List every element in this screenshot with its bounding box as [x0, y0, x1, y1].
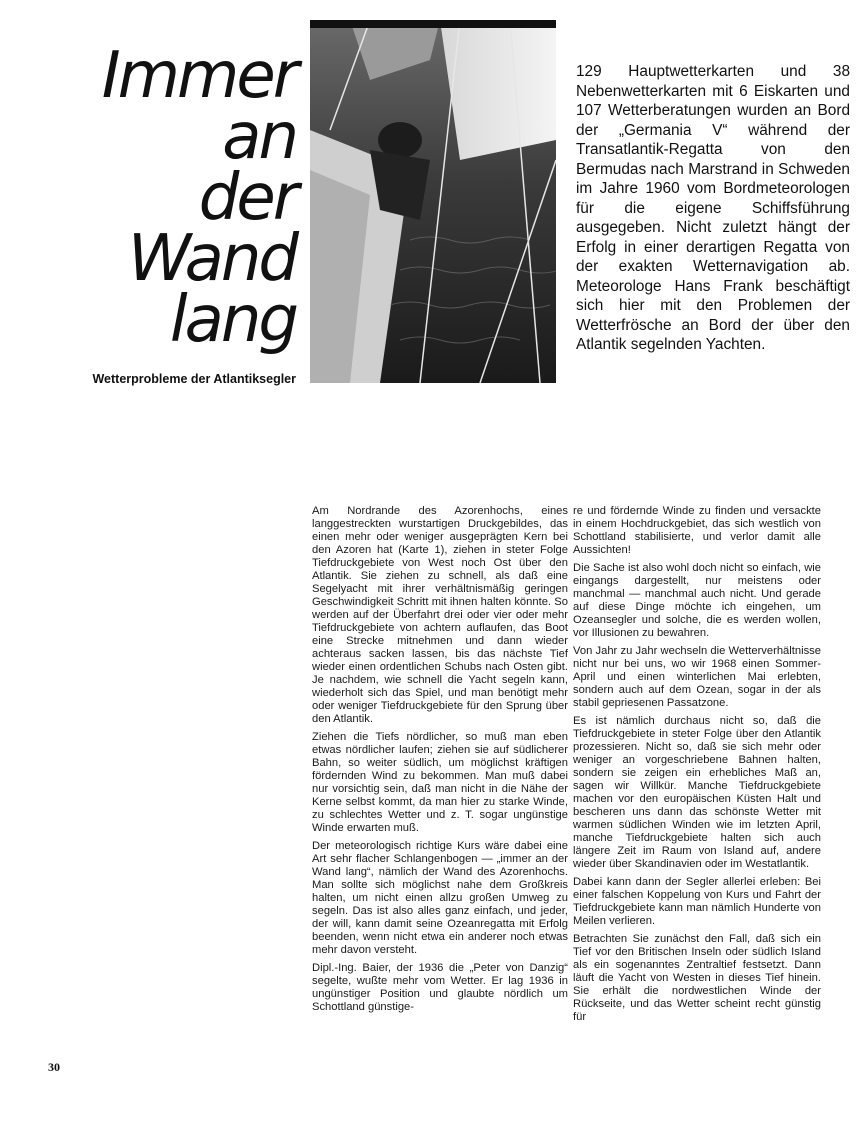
body-paragraph: Der meteorologisch richtige Kurs wäre dabei eine Art sehr flacher Schlangenbogen — „immer an der Wand lang“, nämlich der Wand des Azorenhochs. Man sollte sich möglichst nahe dem Großkreis halten, um nicht einen allzu großen Umweg zu segeln. Das ist also alles ganz einfach, und jeder, der will, kann damit seine Ozeanregatta mit Erfolg beenden, wenn nicht etwa ein anderer noch etwas mehr davon versteht. — [312, 840, 568, 956]
headline-line: lang — [169, 283, 296, 357]
body-paragraph: Es ist nämlich durchaus nicht so, daß die Tiefdruckgebiete in steter Folge über den Atlantik prozessieren. Nicht so, daß sie sich mehr oder weniger an vorgeschriebene Bahnen halten, sondern sie zeigen ein erhebliches Maß an, sagen wir Willkür. Manche Tiefdruckgebiete machen vor den europäischen Küsten Halt und bescheren uns dann das schönste Wetter mit warmen südlichen Winden wie im letzten April, manche Tiefdruckgebiete halten sich auch längere Zeit im Raum von Island auf, andere wieder über Skandinavien oder im Westatlantik. — [573, 715, 821, 870]
body-paragraph: Die Sache ist also wohl doch nicht so einfach, wie eingangs dargestellt, nur meistens oder manchmal — manchmal auch nicht. Und gerade auf diese Dinge möchte ich eingehen, um Ozeansegler und solche, die es werden wollen, vor Illusionen zu bewahren. — [573, 562, 821, 639]
body-paragraph: Dabei kann dann der Segler allerlei erleben: Bei einer falschen Koppelung von Kurs und Fahrt der Tiefdruckgebiete kann man nämlich Hunderte von Meilen verlieren. — [573, 876, 821, 927]
intro-paragraph: 129 Hauptwetterkarten und 38 Nebenwetterkarten mit 6 Eiskarten und 107 Wetterberatungen wurden an Bord der „Germania V“ während der Transatlantik-Regatta von den Bermudas nach Marstrand in Schweden im Jahre 1960 vom Bordmeteorologen für die eigene Schiffsführung ausgegeben. Nicht zuletzt hängt der Erfolg in einer derartigen Regatta von der exakten Wetternavigation ab. Meteorologe Hans Frank beschäftigt sich hier mit den Problemen der Wetterfrösche an Bord der über den Atlantik segelnden Yachten. — [576, 63, 850, 353]
sailing-yacht-photo — [310, 20, 556, 383]
body-paragraph: Dipl.-Ing. Baier, der 1936 die „Peter von Danzig“ segelte, wußte mehr vom Wetter. Er lag 1936 in ungünstiger Position und glaubte nördlich um Schottland günstige- — [312, 962, 568, 1013]
subtitle: Wetterprobleme der Atlantiksegler — [92, 372, 296, 386]
page-number: 30 — [48, 1060, 60, 1074]
headline — [28, 39, 296, 357]
photo-illustration — [310, 20, 556, 383]
body-paragraph: re und fördernde Winde zu finden und versackte in einem Hochdruckgebiet, das sich westlich von Schottland stabilisierte, und verlor damit alle Aussichten! — [573, 505, 821, 556]
headline-line: der — [198, 161, 296, 235]
body-column-right — [573, 505, 821, 1029]
body-paragraph: Betrachten Sie zunächst den Fall, daß sich ein Tief vor den Britischen Inseln oder südlich Island als ein sogenanntes Zentraltief festsetzt. Dann läuft die Yacht von Westen in dieses Tief hinein. Sie erhält die nordwestlichen Winde der Rückseite, und das Wetter scheint recht günstig für — [573, 933, 821, 1023]
headline-line: Wand — [127, 222, 296, 296]
headline-line: an — [222, 100, 296, 174]
headline-line: Immer — [101, 39, 296, 113]
body-paragraph: Von Jahr zu Jahr wechseln die Wetterverhältnisse nicht nur bei uns, wo wir 1968 einen Sommer-April und einen winterlichen Mai erlebten, sondern auch auf dem Ozean, sogar in der als stabil gepriesenen Passatzone. — [573, 645, 821, 709]
body-paragraph: Ziehen die Tiefs nördlicher, so muß man eben etwas nördlicher laufen; ziehen sie auf südlicherer Bahn, so weiter südlich, um möglichst kräftigen fördernden Wind zu bekommen. Man muß dabei nur vorsichtig sein, daß man nicht in die Nähe der Kerne selbst kommt, da man hier zu starke Winde, zu schlechtes Wetter und z. T. sogar ungünstige Winde erwarten muß. — [312, 731, 568, 834]
body-paragraph: Am Nordrande des Azorenhochs, eines langgestreckten wurstartigen Druckgebildes, das einen mehr oder weniger ausgeprägten Kern bei den Azoren hat (Karte 1), ziehen in steter Folge Tiefdruckgebiete von West noch Ost über den Atlantik. Sie ziehen zu schnell, als daß eine Segelyacht mit ihrer verhältnismäßig geringen Geschwindigkeit Schritt mit ihnen halten könnte. So werden auf der Überfahrt drei oder vier oder mehr Tiefdruckgebiete von achtern auflaufen, das Boot eine Strecke mitnehmen und dann wieder achteraus sacken lassen, bis das nächste Tief wieder einen ordentlichen Schubs nach Osten gibt. Je nachdem, wie schnell die Yacht segeln kann, wiederholt sich das Spiel, und man benötigt mehr oder weniger Tiefdruckgebiete für den Sprung über den Atlantik. — [312, 505, 568, 725]
body-column-left — [312, 505, 568, 1019]
